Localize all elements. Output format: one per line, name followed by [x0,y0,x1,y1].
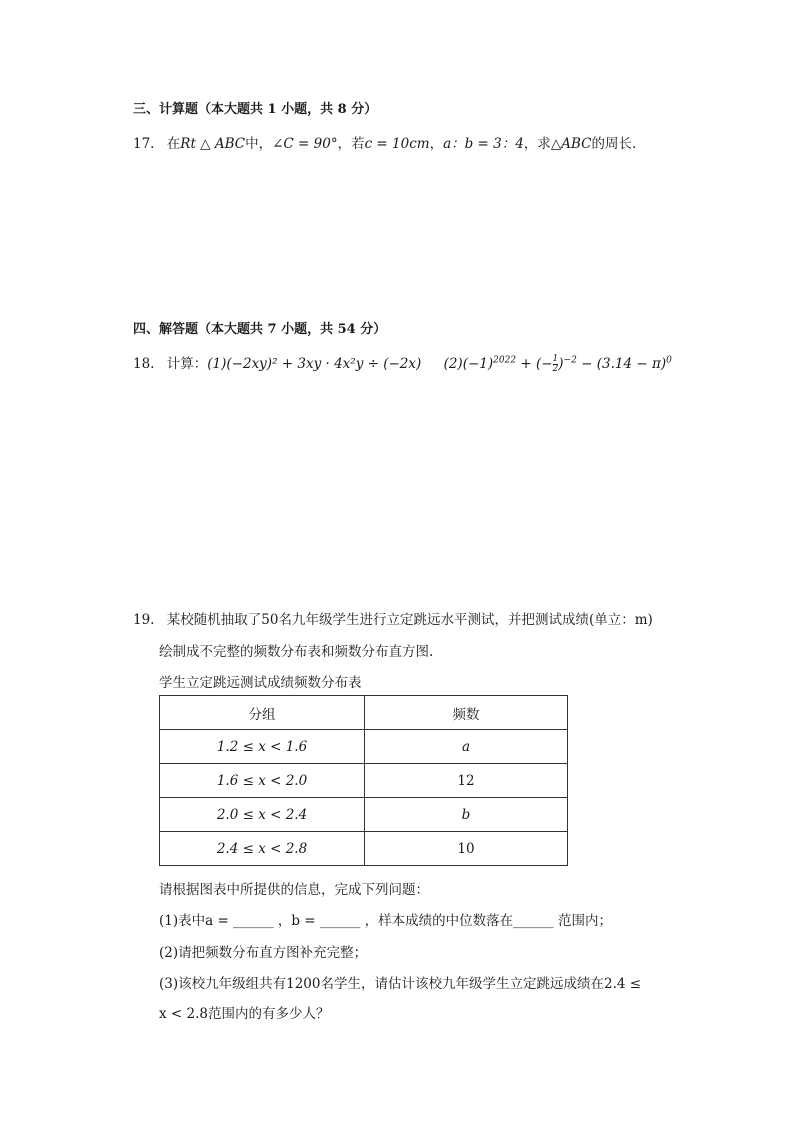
table-cell-group: 1.6 ≤ x < 2.0 [160,764,365,798]
table-cell-frequency: 12 [365,764,568,798]
q17-abc-2: ABC [561,136,592,152]
q18-part-2-plus: + (− [516,356,553,372]
q17-angle: ∠C = 90° [272,136,338,152]
q18-fraction-top: 1 [552,354,559,364]
q17-text-2: 中， [245,136,273,152]
table-header-frequency: 频数 [365,696,568,730]
table-row [160,798,568,832]
section-4-title: 四、解答题（本大题共 7 小题，共 54 分） [133,322,387,337]
table-cell-group: 2.4 ≤ x < 2.8 [160,832,365,866]
question-19-number: 19. [133,612,155,628]
q18-part-2-exp: 2022 [493,355,517,366]
q18-part-2 [444,356,672,372]
q17-text-6: 的周长. [591,136,637,152]
table-title: 学生立定跳远测试成绩频数分布表 [159,675,362,691]
question-19-line-1 [133,608,653,628]
q18-lead: 计算： [166,356,208,372]
table-row [160,730,568,764]
q19-sub-question-2: (2)请把频数分布直方图补充完整； [159,945,368,961]
question-17 [133,132,636,152]
table-header-group: 分组 [160,696,365,730]
q18-part-2-base: (2)(−1) [443,356,494,372]
q18-part-2-minus: − (3.14 − π) [576,356,667,372]
q17-abc: ABC [214,136,246,152]
q17-c-value: c = 10cm [364,136,430,152]
table-header-row [160,696,568,730]
q19-sub-question-3-line-1: (3)该校九年级组共有1200名学生，请估计该校九年级学生立定跳远成绩在2.4 ≤ [159,976,642,992]
question-18-number: 18. [133,356,155,372]
table-cell-frequency: b [365,798,568,832]
table-cell-frequency: a [365,730,568,764]
q18-fraction-bottom: 2 [552,364,559,374]
q19-sub-question-1: (1)表中a = ______ ，b = ______ ，样本成绩的中位数落在______ 范围内； [159,913,612,929]
table-row [160,832,568,866]
section-3-title: 三、计算题（本大题共 1 小题，共 8 分） [133,102,378,117]
table-cell-group: 1.2 ≤ x < 1.6 [160,730,365,764]
q18-part-2-exp-3: 0 [666,355,672,366]
q17-text-4: ， [429,136,444,152]
q19-line-1-text: 某校随机抽取了50名九年级学生进行立定跳远水平测试，并把测试成绩(单立：m) [166,612,653,628]
table-row [160,764,568,798]
q17-text-3: ，若 [337,136,365,152]
q19-instruction: 请根据图表中所提供的信息，完成下列问题： [159,882,429,898]
q17-ratio: a：b = 3：4 [443,136,524,152]
q18-part-1: (1)(−2xy)² + 3xy · 4x²y ÷ (−2x) [207,356,422,372]
q17-text-1: 在 [166,136,181,152]
question-18 [133,352,672,374]
q18-part-2-exp-2: −2 [563,355,577,366]
q17-triangle: △ [200,136,211,152]
q17-rt: Rt [180,136,196,152]
q18-part-2-close: ) [558,356,564,372]
q17-text-5: ，求△ [523,136,562,152]
frequency-table [159,695,568,866]
question-17-number: 17. [133,136,155,152]
q19-line-2: 绘制成不完整的频数分布表和频数分布直方图. [159,644,434,660]
table-cell-frequency: 10 [365,832,568,866]
q19-sub-question-3-line-2: x < 2.8范围内的有多少人？ [159,1006,330,1022]
table-cell-group: 2.0 ≤ x < 2.4 [160,798,365,832]
